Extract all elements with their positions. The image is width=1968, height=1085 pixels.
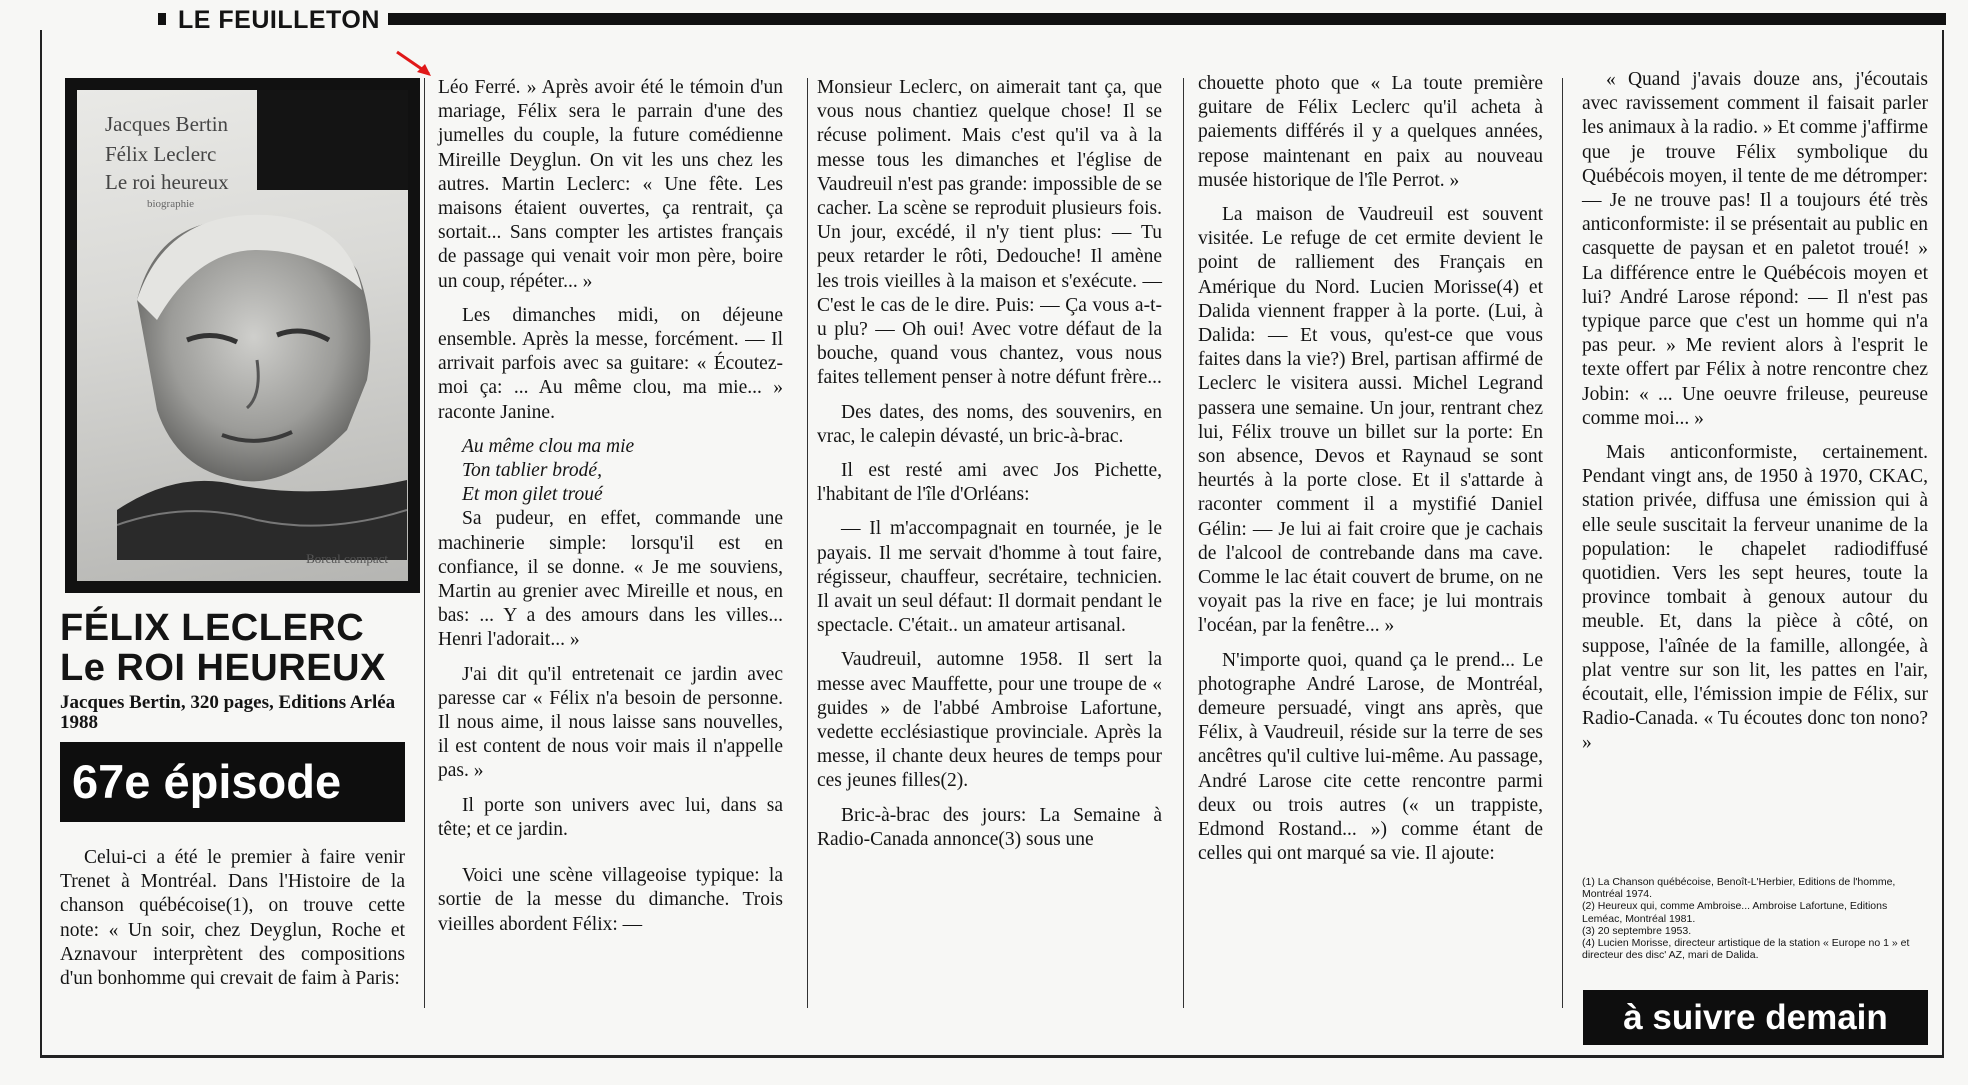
footnotes bbox=[1582, 876, 1928, 961]
cover-publisher: Boreal compact bbox=[306, 551, 388, 566]
continued-badge: à suivre demain bbox=[1583, 990, 1928, 1045]
paragraph: La maison de Vaudreuil est souvent visitée. Le refuge de cet ermite devient le point de ralliement des Français en Amérique du Nord. Lucien Morisse(4) et Dalida viennent frapper à la porte. (Lui, à Dalida: — Et vous, qu'est-ce que vous faites dans la vie?) Brel, partisan affirmé de Leclerc le visitera aussi. Michel Legrand passera une semaine. Un jour, rentrant chez lui, Félix trouve un billet sur la porte: En son absence, Devos et Raynaud se sont heurtés à la porte close. Et il s'attarde à raconter comment il a mystifié Daniel Gélin: — Je lui ai fait croire que je cachais de l'alcool de contrebande dans ma cave. Comme le lac était couvert de brume, on ne voyait pas la rive en face; je lui montrais l'océan, par la fenêtre... » bbox=[1198, 204, 1543, 637]
cover-title-line1: Félix Leclerc bbox=[105, 142, 217, 166]
paragraph: Monsieur Leclerc, on aimerait tant ça, que vous nous chantiez quelque chose! Il se récuse poliment. Mais c'est qu'il va à la messe tous les dimanches et l'église de Vaudreuil n'est pas grande: impossible de se cacher. La scène se reproduit plusieurs fois. Un jour, excédé, il n'y tient plus: — Tu peux retarder le rôti, Dedouche! Il amène les trois vieilles à la maison et s'exécute. — C'est le cas de le dire. Puis: — Ça vous a-t-u plu? — Oh oui! Avec votre défaut de la bouche, quand vous chantez, vous nous faites tellement penser à notre défunt frère... bbox=[817, 77, 1162, 389]
footnote: (1) La Chanson québécoise, Benoît-L'Herbier, Editions de l'homme, Montréal 1974. bbox=[1582, 876, 1896, 901]
paragraph: Des dates, des noms, des souvenirs, en vrac, le calepin dévasté, un bric-à-brac. bbox=[817, 401, 1162, 447]
footnote: (2) Heureux qui, comme Ambroise... Ambroise Lafortune, Editions Leméac, Montréal 1981. bbox=[1582, 900, 1888, 925]
paragraph: J'ai dit qu'il entretenait ce jardin avec paresse car « Félix n'a besoin de personne. Il nous aime, il nous laisse sans nouvelles, il est content de nous voir mais il n'appelle pas. » bbox=[438, 663, 783, 782]
paragraph: Il est resté ami avec Jos Pichette, l'habitant de l'île d'Orléans: bbox=[817, 460, 1162, 506]
headline bbox=[60, 608, 386, 688]
column-rule bbox=[424, 78, 425, 1008]
headline-line2: Le ROI HEUREUX bbox=[60, 647, 386, 689]
column-2 bbox=[438, 76, 783, 937]
section-header bbox=[40, 6, 1946, 34]
paragraph: Vaudreuil, automne 1958. Il sert la messe avec Mauffette, pour une troupe de « guides » de l'abbé Ambroise Lafortune, vedette ecclésiastique provinciale. Après la messe, il chante deux heures de temps pour ces jeunes filles(2). bbox=[817, 649, 1162, 792]
column-rule bbox=[807, 78, 808, 1008]
paragraph: Bric-à-brac des jours: La Semaine à Radio-Canada annonce(3) sous une bbox=[817, 804, 1162, 850]
column-4 bbox=[1198, 72, 1543, 867]
section-label: LE FEUILLETON bbox=[170, 6, 388, 35]
column-rule bbox=[1183, 78, 1184, 1008]
paragraph: Voici une scène villageoise typique: la sortie de la messe du dimanche. Trois vieilles abordent Félix: — bbox=[438, 865, 783, 935]
verse-line: Et mon gilet troué bbox=[462, 484, 603, 506]
episode-badge: 67e épisode bbox=[60, 742, 405, 822]
book-cover-image bbox=[65, 78, 420, 593]
headline-line1: FÉLIX LECLERC bbox=[60, 607, 365, 649]
paragraph: Celui-ci a été le premier à faire venir Trenet à Montréal. Dans l'Histoire de la chanson québécoise(1), on trouve cette note: « Un soir, chez Deyglun, Roche et Aznavour interprètent des compositions d'un bonhomme qui crevait de faim à Paris: bbox=[60, 847, 405, 990]
paragraph: Les dimanches midi, on déjeune ensemble. Après la messe, forcément. — Il arrivait parfois avec sa guitare: « Écoutez-moi ça: ... Au même clou, ma mie... » raconte Janine. bbox=[438, 304, 783, 423]
paragraph: chouette photo que « La toute première guitare de Félix Leclerc qu'il acheta à paiements différés il y a quelques années, repose maintenant en paix au nouveau musée historique de l'île Perrot. » bbox=[1198, 73, 1543, 191]
header-rule bbox=[330, 13, 1946, 25]
paragraph: Léo Ferré. » Après avoir été le témoin d'un mariage, Félix sera le parrain d'une des jumelles du couple, la future comédienne Mireille Deyglun. On vit les uns chez les autres. Martin Leclerc: « Une fête. Les maisons étaient ouvertes, ça rentrait, ça sortait... Sans compter les artistes français de passage qui venait voir mon père, boire un coup, répéter... » bbox=[438, 77, 783, 292]
cover-dark-panel bbox=[257, 90, 408, 190]
header-rule-left bbox=[158, 13, 166, 25]
paragraph: N'importe quoi, quand ça le prend... Le photographe André Larose, de Montréal, demeure persuadé, vingt ans après, que Félix, à Vaudreuil, réside sur la terre de ses ancêtres qu'il cultive lui-même. Au passage, André Larose cite cette rencontre parmi deux ou trois autres (« un trappiste, Edmond Rostand... ») comme étant de celles qui ont marqué sa vie. Il ajoute: bbox=[1198, 649, 1543, 865]
paragraph: Il porte son univers avec lui, dans sa tête; et ce jardin. bbox=[438, 794, 783, 840]
portrait-photo bbox=[117, 180, 407, 560]
cover-title-line2: Le roi heureux bbox=[105, 170, 229, 194]
red-arrow-icon bbox=[395, 50, 435, 80]
column-1 bbox=[60, 846, 405, 991]
book-credits: Jacques Bertin, 320 pages, Editions Arléa 1988 bbox=[60, 692, 396, 733]
verse-line: Ton tablier brodé, bbox=[462, 460, 602, 482]
verse-line: Au même clou ma mie bbox=[462, 435, 635, 457]
column-5 bbox=[1582, 68, 1928, 756]
footnote: (3) 20 septembre 1953. bbox=[1582, 924, 1692, 937]
paragraph: « Quand j'avais douze ans, j'écoutais avec ravissement comment il faisait parler les animaux à la radio. » Et comme j'affirme que je trouve Félix symbolique du Québécois moyen, il tente de me détromper: — Je ne trouve pas! Il a toujours été très anticonformiste: il se présentait au public en casquette de paysan et en paletot troué! » La différence entre le Québécois moyen et lui? André Larose répond: — Il n'est pas typique parce que c'est un homme qui n'a pas peur. » Me revient alors à l'esprit le texte offert par Félix à notre rencontre chez Jobin: « ... Une oeuvre frileuse, peureuse comme moi... » bbox=[1582, 69, 1929, 429]
paragraph: Sa pudeur, en effet, commande une machinerie simple: lorsqu'il est en confiance, il se donne. « Je me souviens, Martin au grenier avec Mireille et nous, en bas: ... Y a des amours dans les villes... Henri l'adorait... » bbox=[438, 508, 783, 651]
cover-genre: biographie bbox=[147, 198, 195, 210]
footnote: (4) Lucien Morisse, directeur artistique de la station « Europe no 1 » et directeur des disc' AZ, mari de Dalida. bbox=[1582, 937, 1910, 962]
column-3 bbox=[817, 76, 1162, 852]
paragraph: — Il m'accompagnait en tournée, je le payais. Il me servait d'homme à tout faire, régisseur, chauffeur, secrétaire, technicien. Il avait un seul défaut: Il dormait pendant le spectacle. C'était.. un amateur artisanal. bbox=[817, 518, 1162, 637]
paragraph: Mais anticonformiste, certainement. Pendant vingt ans, de 1950 à 1970, CKAC, station privée, diffusa une émission qui à elle seule suscitait la ferveur unanime de la population: le chapelet radiodiffusé quotidien. Vers les sept heures, toute la province tombait à genoux autour du meuble. Et, dans la pièce à côté, on suppose, l'aînée de la famille, allongée, à plat ventre sur son lit, les pattes en l'air, écoutait, elle, l'émission impie de Félix, sur Radio-Canada. « Tu écoutes donc ton nono? » bbox=[1582, 442, 1928, 754]
cover-author: Jacques Bertin bbox=[105, 112, 229, 136]
column-rule bbox=[1562, 78, 1563, 1008]
